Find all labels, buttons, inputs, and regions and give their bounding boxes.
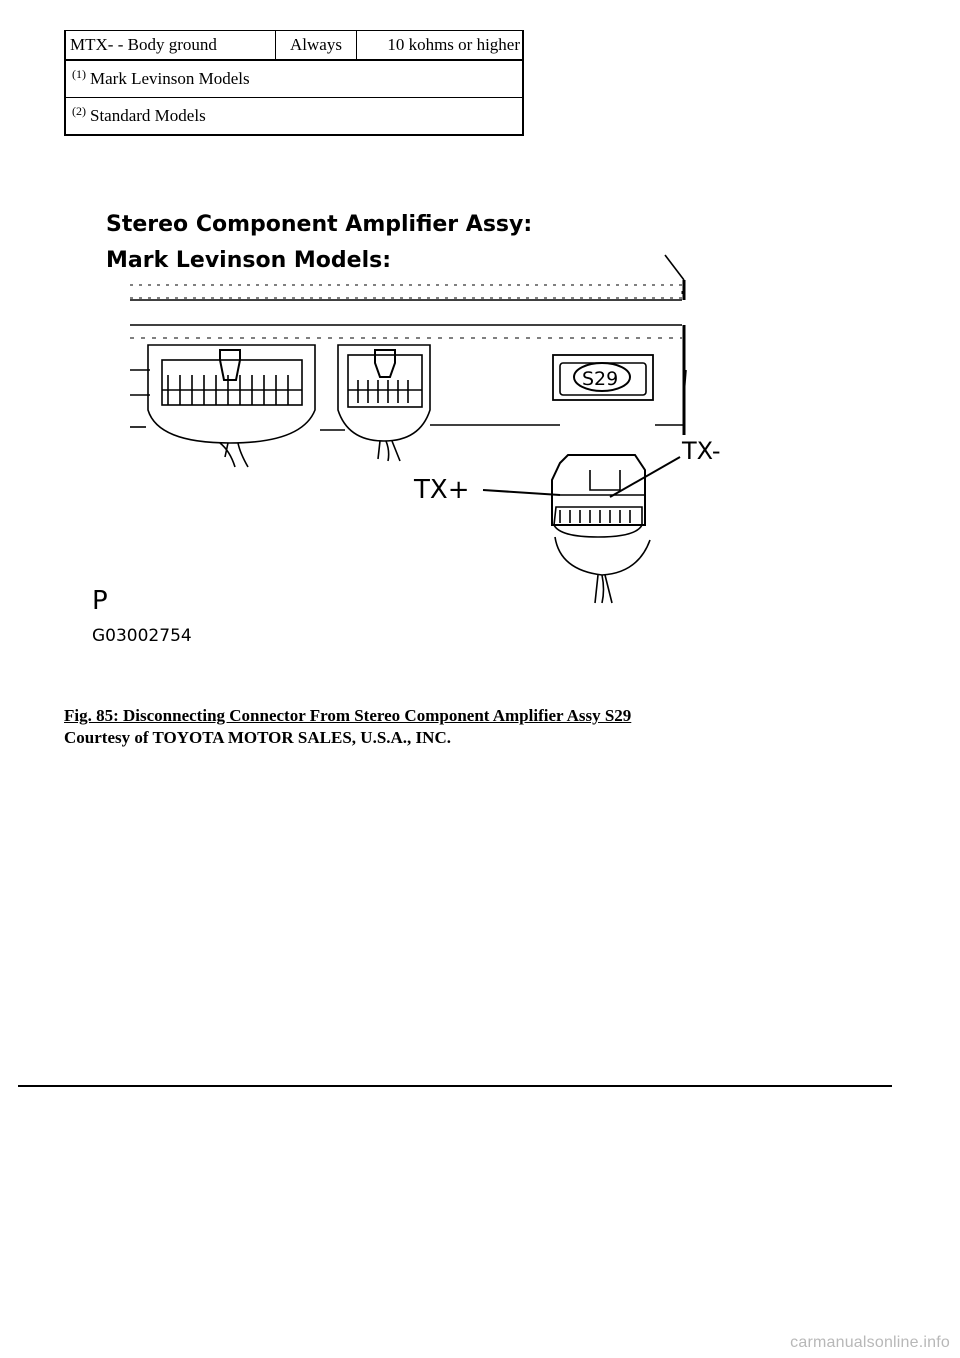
label-tx-plus: TX+ <box>414 475 470 505</box>
figure-code: G03002754 <box>92 626 192 646</box>
figure-title-line2: Mark Levinson Models: <box>106 248 392 273</box>
connector-s29-label: S29 <box>582 368 619 390</box>
table-row <box>66 31 522 60</box>
connector-plug-s29 <box>552 455 650 603</box>
terminal-cell: MTX- - Body ground <box>66 31 276 59</box>
note-number: (2) <box>72 103 86 118</box>
label-p: P <box>92 586 108 616</box>
connector-s29-socket <box>553 355 653 400</box>
amplifier-connector-figure <box>90 195 740 655</box>
label-tx-minus: TX- <box>682 437 721 465</box>
watermark: carmanualsonline.info <box>790 1334 950 1351</box>
spec-cell: 10 kohms or higher <box>387 35 520 54</box>
figure-caption: Fig. 85: Disconnecting Connector From Stereo Component Amplifier Assy S29 <box>64 706 632 725</box>
connector-left <box>148 345 315 467</box>
note-text: Mark Levinson Models <box>90 69 250 88</box>
figure-title-line1: Stereo Component Amplifier Assy: <box>106 212 533 237</box>
page-divider <box>18 1085 892 1087</box>
table-note <box>66 97 522 134</box>
spec-table <box>64 30 524 136</box>
table-note <box>66 60 522 97</box>
note-number: (1) <box>72 66 86 81</box>
note-text: Standard Models <box>90 106 206 125</box>
callout-lines <box>483 457 680 497</box>
courtesy-line: Courtesy of TOYOTA MOTOR SALES, U.S.A., INC. <box>64 728 451 747</box>
condition-cell: Always <box>276 31 357 59</box>
connector-middle <box>338 345 430 461</box>
